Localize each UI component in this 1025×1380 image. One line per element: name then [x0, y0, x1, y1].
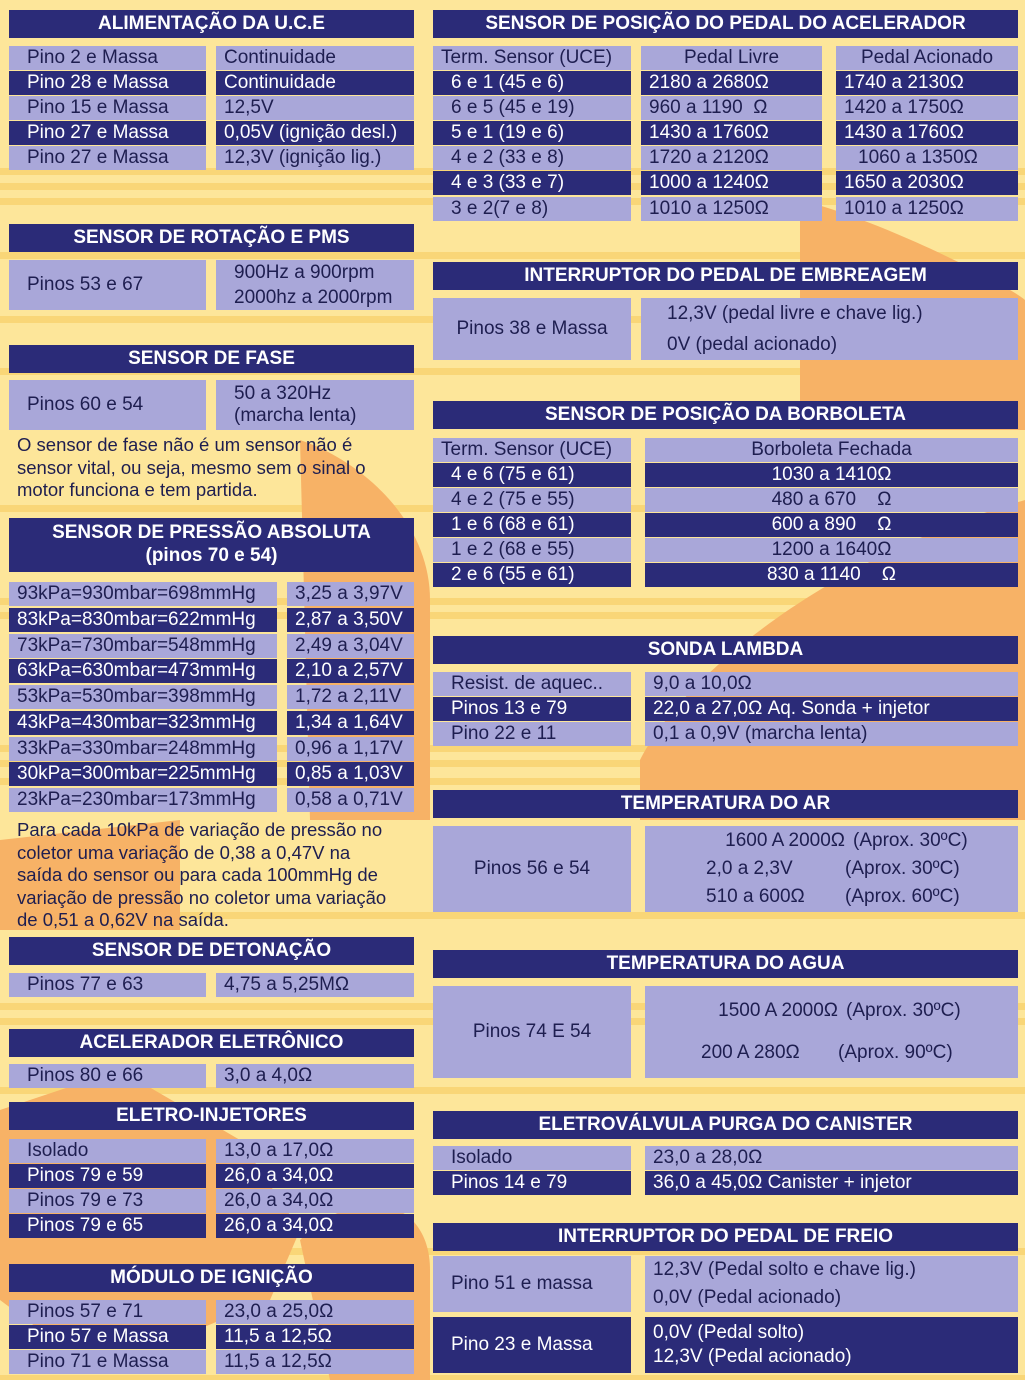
- temp-ar-temp: (Aprox. 60ºC): [845, 886, 960, 907]
- freio-values: [645, 1256, 1018, 1312]
- table-row-terminal: 6 e 1 (45 e 6): [433, 71, 631, 95]
- table-row-pressure: 33kPa=330mbar=248mmHg: [9, 737, 277, 761]
- table-row-value: 23,0 a 25,0Ω: [216, 1300, 414, 1324]
- freio-title: INTERRUPTOR DO PEDAL DE FREIO: [433, 1223, 1018, 1251]
- temp-agua-temp: (Aprox. 30ºC): [846, 1000, 961, 1021]
- temp-agua-row: [645, 990, 1018, 1032]
- table-row-pin: Pinos 14 e 79: [433, 1171, 631, 1195]
- table-row-value: 12,5V: [216, 96, 414, 120]
- table-row-livre: 1430 a 1760Ω: [641, 121, 822, 145]
- freio-values: [645, 1317, 1018, 1373]
- table-row-value: Continuidade: [216, 71, 414, 95]
- note-line: Para cada 10kPa de variação de pressão no: [17, 819, 383, 840]
- acelerador-value: 3,0 a 4,0Ω: [216, 1064, 414, 1088]
- table-row-value: 1200 a 1640Ω: [645, 538, 1018, 562]
- uce-title: ALIMENTAÇÃO DA U.C.E: [9, 10, 414, 38]
- table-row-terminal: 1 e 6 (68 e 61): [433, 513, 631, 537]
- table-row-voltage: 2,10 a 2,57V: [287, 659, 414, 683]
- table-row-pin: Pinos 79 e 73: [9, 1189, 206, 1213]
- table-row-value: 26,0 a 34,0Ω: [216, 1164, 414, 1188]
- temp-ar-values: [645, 826, 1018, 912]
- table-row-pin: Pino 28 e Massa: [9, 71, 206, 95]
- acelerador-pins: Pinos 80 e 66: [9, 1064, 206, 1088]
- table-row-pressure: 83kPa=830mbar=622mmHg: [9, 608, 277, 632]
- temp-agua-value: 1500 A 2000Ω: [718, 1000, 838, 1021]
- freio-value: 0,0V (Pedal acionado): [653, 1287, 842, 1308]
- table-row-pressure: 73kPa=730mbar=548mmHg: [9, 634, 277, 658]
- note-line: coletor uma variação de 0,38 a 0,47V na: [17, 841, 351, 863]
- temp-agua-values: [645, 986, 1018, 1078]
- pressao-title-block: [9, 518, 414, 572]
- table-row-acionado: 1420 a 1750Ω: [836, 96, 1018, 120]
- table-row-value: 12,3V (ignição lig.): [216, 146, 414, 170]
- table-row-voltage: 1,72 a 2,11V: [287, 685, 414, 709]
- table-row-pin: Pinos 13 e 79: [433, 697, 631, 721]
- table-row-acionado: 1060 a 1350Ω: [836, 146, 1018, 170]
- note-line: motor funciona e tem partida.: [17, 479, 258, 500]
- temp-ar-row: [645, 827, 1018, 855]
- fase-value: (marcha lenta): [234, 405, 357, 426]
- fase-value: 50 a 320Hz: [234, 383, 332, 404]
- temp-ar-temp: (Aprox. 30ºC): [853, 830, 968, 851]
- table-header: Term. Sensor (UCE): [433, 46, 631, 70]
- embreagem-value: 12,3V (pedal livre e chave lig.): [667, 303, 923, 324]
- table-row-pressure: 30kPa=300mbar=225mmHg: [9, 762, 277, 786]
- lambda-title: SONDA LAMBDA: [433, 636, 1018, 664]
- fase-values: [216, 380, 414, 430]
- table-row-value: 830 a 1140 Ω: [645, 563, 1018, 587]
- temp-ar-row: [645, 855, 1018, 883]
- table-row-pressure: 93kPa=930mbar=698mmHg: [9, 582, 277, 606]
- pedal-acel-title: SENSOR DE POSIÇÃO DO PEDAL DO ACELERADOR: [433, 10, 1018, 38]
- note-line: saída do sensor ou para cada 100mmHg de: [17, 864, 378, 885]
- temp-ar-title: TEMPERATURA DO AR: [433, 790, 1018, 818]
- table-row-value: 0,1 a 0,9V (marcha lenta): [645, 722, 1018, 746]
- freio-pins: Pino 23 e Massa: [433, 1317, 631, 1373]
- table-row-pin: Pino 15 e Massa: [9, 96, 206, 120]
- temp-ar-temp: (Aprox. 30ºC): [845, 858, 960, 879]
- temp-agua-temp: (Aprox. 90ºC): [838, 1042, 953, 1063]
- table-row-terminal: 2 e 6 (55 e 61): [433, 563, 631, 587]
- table-row-pin: Pino 27 e Massa: [9, 146, 206, 170]
- temp-agua-value: 200 A 280Ω: [701, 1042, 800, 1063]
- table-row-value: 22,0 a 27,0Ω Aq. Sonda + injetor: [645, 697, 1018, 721]
- table-row-value: 11,5 a 12,5Ω: [216, 1350, 414, 1374]
- temp-ar-value: 2,0 a 2,3V: [706, 858, 793, 879]
- note-line: de 0,51 a 0,62V na saída.: [17, 909, 229, 930]
- fase-title: SENSOR DE FASE: [9, 345, 414, 373]
- table-row-terminal: 4 e 2 (75 e 55): [433, 488, 631, 512]
- note-line: variação de pressão no coletor uma variação: [17, 886, 387, 908]
- fase-note: [17, 434, 417, 502]
- table-row-pin: Isolado: [433, 1146, 631, 1170]
- table-row-pin: Pino 71 e Massa: [9, 1350, 206, 1374]
- table-row-acionado: 1740 a 2130Ω: [836, 71, 1018, 95]
- table-row-value: 36,0 a 45,0Ω Canister + injetor: [645, 1171, 1018, 1195]
- temp-ar-row: [645, 883, 1018, 911]
- table-row-pin: Pino 2 e Massa: [9, 46, 206, 70]
- table-row-value: 23,0 a 28,0Ω: [645, 1146, 1018, 1170]
- table-row-acionado: 1010 a 1250Ω: [836, 197, 1018, 221]
- table-row-livre: 960 a 1190 Ω: [641, 96, 822, 120]
- table-row-acionado: 1430 a 1760Ω: [836, 121, 1018, 145]
- table-row-livre: 1000 a 1240Ω: [641, 171, 822, 195]
- table-row-terminal: 6 e 5 (45 e 19): [433, 96, 631, 120]
- note-line: O sensor de fase não é um sensor não é: [17, 434, 353, 455]
- table-row-pressure: 23kPa=230mbar=173mmHg: [9, 788, 277, 812]
- table-row-value: 26,0 a 34,0Ω: [216, 1214, 414, 1238]
- table-row-pin: Pino 22 e 11: [433, 722, 631, 746]
- table-row-value: 11,5 a 12,5Ω: [216, 1325, 414, 1349]
- table-row-value: 26,0 a 34,0Ω: [216, 1189, 414, 1213]
- pressao-subtitle: (pinos 70 e 54): [145, 545, 278, 566]
- table-row-pin: Pino 27 e Massa: [9, 121, 206, 145]
- acelerador-title: ACELERADOR ELETRÔNICO: [9, 1029, 414, 1057]
- detonacao-title: SENSOR DE DETONAÇÃO: [9, 937, 414, 965]
- borboleta-title: SENSOR DE POSIÇÃO DA BORBOLETA: [433, 401, 1018, 429]
- table-header: Pedal Livre: [641, 46, 822, 70]
- table-header: Term. Sensor (UCE): [433, 438, 631, 462]
- table-header: Pedal Acionado: [836, 46, 1018, 70]
- temp-agua-pins: Pinos 74 E 54: [433, 986, 631, 1078]
- table-row-pin: Pinos 79 e 65: [9, 1214, 206, 1238]
- canister-title: ELETROVÁLVULA PURGA DO CANISTER: [433, 1111, 1018, 1139]
- table-row-terminal: 3 e 2(7 e 8): [433, 197, 631, 221]
- table-row-pressure: 63kPa=630mbar=473mmHg: [9, 659, 277, 683]
- table-row-pin: Resist. de aquec..: [433, 672, 631, 696]
- detonacao-value: 4,75 a 5,25MΩ: [216, 973, 414, 997]
- table-row-pressure: 43kPa=430mbar=323mmHg: [9, 711, 277, 735]
- table-row-livre: 2180 a 2680Ω: [641, 71, 822, 95]
- table-row-terminal: 4 e 2 (33 e 8): [433, 146, 631, 170]
- table-row-value: 9,0 a 10,0Ω: [645, 672, 1018, 696]
- freio-value: 0,0V (Pedal solto): [653, 1322, 805, 1343]
- table-row-value: Continuidade: [216, 46, 414, 70]
- embreagem-value: 0V (pedal acionado): [667, 334, 838, 355]
- table-row-voltage: 0,85 a 1,03V: [287, 762, 414, 786]
- injetores-title: ELETRO-INJETORES: [9, 1102, 414, 1130]
- fase-pins: Pinos 60 e 54: [9, 380, 206, 430]
- table-row-pin: Pino 57 e Massa: [9, 1325, 206, 1349]
- temp-ar-pins: Pinos 56 e 54: [433, 826, 631, 912]
- pressao-note: [17, 819, 427, 932]
- table-row-voltage: 1,34 a 1,64V: [287, 711, 414, 735]
- table-row-pin: Isolado: [9, 1139, 206, 1163]
- table-row-voltage: 2,49 a 3,04V: [287, 634, 414, 658]
- table-row-value: 0,05V (ignição desl.): [216, 121, 414, 145]
- table-row-value: 13,0 a 17,0Ω: [216, 1139, 414, 1163]
- rotacao-value: 2000hz a 2000rpm: [234, 287, 393, 308]
- table-row-terminal: 4 e 3 (33 e 7): [433, 171, 631, 195]
- freio-value: 12,3V (Pedal solto e chave lig.): [653, 1259, 916, 1280]
- table-row-value: 480 a 670 Ω: [645, 488, 1018, 512]
- table-row-acionado: 1650 a 2030Ω: [836, 171, 1018, 195]
- rotacao-values: [216, 260, 414, 310]
- rotacao-value: 900Hz a 900rpm: [234, 262, 375, 283]
- table-row-pressure: 53kPa=530mbar=398mmHg: [9, 685, 277, 709]
- temp-agua-title: TEMPERATURA DO AGUA: [433, 950, 1018, 978]
- freio-value: 12,3V (Pedal acionado): [653, 1346, 852, 1367]
- pressao-title: SENSOR DE PRESSÃO ABSOLUTA: [52, 522, 371, 544]
- table-row-terminal: 5 e 1 (19 e 6): [433, 121, 631, 145]
- ignicao-title: MÓDULO DE IGNIÇÃO: [9, 1264, 414, 1292]
- table-header: Borboleta Fechada: [645, 438, 1018, 462]
- embreagem-title: INTERRUPTOR DO PEDAL DE EMBREAGEM: [433, 262, 1018, 290]
- note-line: sensor vital, ou seja, mesmo sem o sinal o: [17, 456, 366, 478]
- table-row-voltage: 3,25 a 3,97V: [287, 582, 414, 606]
- table-row-livre: 1720 a 2120Ω: [641, 146, 822, 170]
- table-row-pin: Pinos 57 e 71: [9, 1300, 206, 1324]
- table-row-voltage: 2,87 a 3,50V: [287, 608, 414, 632]
- table-row-voltage: 0,96 a 1,17V: [287, 737, 414, 761]
- embreagem-values: [641, 298, 1018, 360]
- table-row-value: 600 a 890 Ω: [645, 513, 1018, 537]
- rotacao-title: SENSOR DE ROTAÇÃO E PMS: [9, 224, 414, 252]
- table-row-voltage: 0,58 a 0,71V: [287, 788, 414, 812]
- detonacao-pins: Pinos 77 e 63: [9, 973, 206, 997]
- temp-agua-row: [645, 1032, 1018, 1074]
- rotacao-pins: Pinos 53 e 67: [9, 260, 206, 310]
- temp-ar-value: 1600 A 2000Ω: [725, 830, 845, 851]
- table-row-terminal: 1 e 2 (68 e 55): [433, 538, 631, 562]
- table-row-terminal: 4 e 6 (75 e 61): [433, 463, 631, 487]
- table-row-pin: Pinos 79 e 59: [9, 1164, 206, 1188]
- table-row-value: 1030 a 1410Ω: [645, 463, 1018, 487]
- freio-pins: Pino 51 e massa: [433, 1256, 631, 1312]
- temp-ar-value: 510 a 600Ω: [706, 886, 805, 907]
- table-row-livre: 1010 a 1250Ω: [641, 197, 822, 221]
- embreagem-pins: Pinos 38 e Massa: [433, 298, 631, 360]
